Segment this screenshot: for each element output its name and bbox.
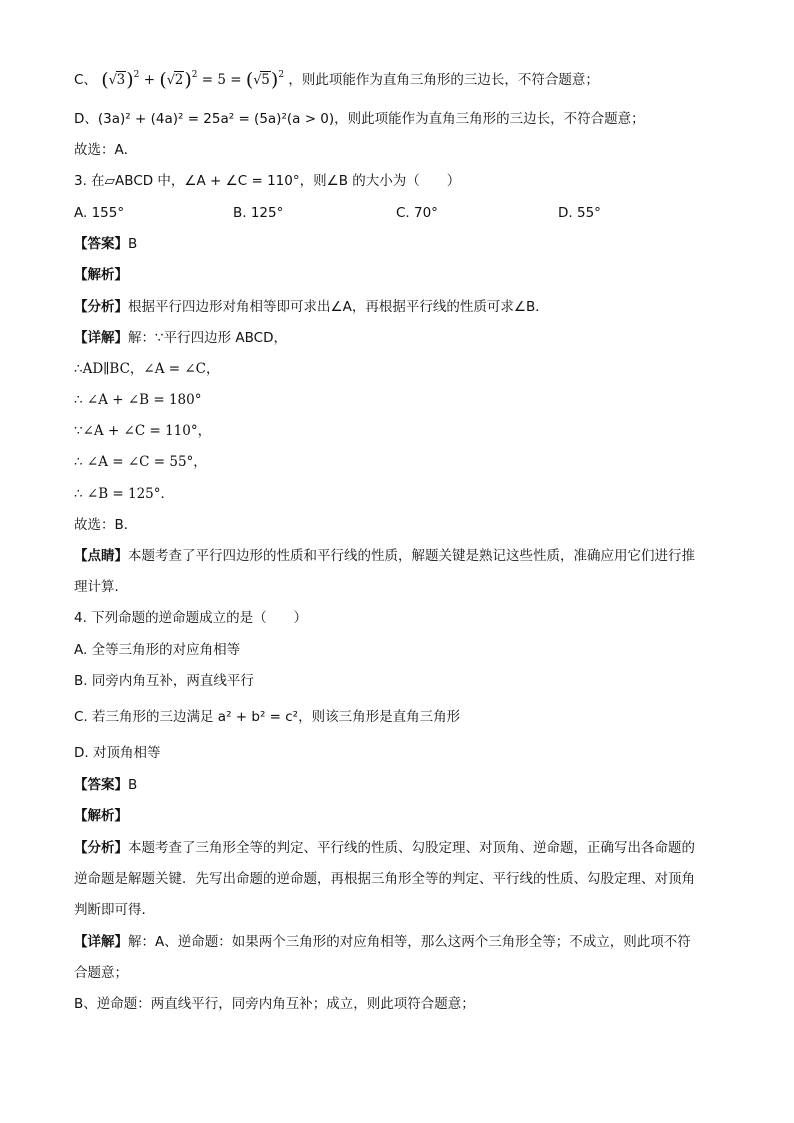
q3-step-1: ∴AD∥BC，∠A = ∠C，: [74, 361, 220, 377]
q3-step-3: ∵∠A + ∠C = 110°，: [74, 423, 212, 439]
q3-comment-cont: 理计算．: [74, 579, 128, 595]
q3-step-2: ∴ ∠A + ∠B = 180°: [74, 392, 202, 408]
q4-analysis: 【分析】本题考查了三角形全等的判定、平行线的性质、勾股定理、对顶角、逆命题，正确写出各命题的: [74, 840, 695, 856]
option-c-explanation: C、 ( √ 3)$^2$ + ( √ 2)$^2$ = 5 = ( √ 5)$^2$ ，则此项能作为直角三角形的三边长，不符合题意；: [74, 69, 599, 91]
choose-answer-a: 故选：A．: [74, 142, 138, 158]
q3-analysis-heading: 【解析】: [74, 267, 128, 283]
q4-detail-cont: 合题意；: [74, 965, 128, 981]
q3-step-4: ∴ ∠A = ∠C = 55°，: [74, 454, 207, 470]
q3-comment: 【点睛】本题考查了平行四边形的性质和平行线的性质，解题关键是熟记这些性质，准确应用它们进行推: [74, 548, 695, 564]
q4-analysis-cont: 逆命题是解题关键．先写出命题的逆命题，再根据三角形全等的判定、平行线的性质、勾股定理、对顶角: [74, 871, 695, 887]
q3-option-c: C. 70°: [396, 205, 438, 221]
option-c-label: C、: [74, 72, 97, 88]
q4-option-b: B. 同旁内角互补，两直线平行: [74, 673, 254, 689]
q3-option-d: D. 55°: [558, 205, 601, 221]
choose-answer-b: 故选：B．: [74, 517, 138, 533]
q4-answer: 【答案】B: [74, 777, 138, 793]
question-4-stem: 4. 下列命题的逆命题成立的是（ ）: [74, 610, 308, 626]
q3-option-b: B. 125°: [233, 205, 284, 221]
q4-option-d: D. 对顶角相等: [74, 745, 161, 761]
q4-detail: 【详解】解：A、逆命题：如果两个三角形的对应角相等，那么这两个三角形全等；不成立，则此项不符: [74, 934, 691, 950]
q4-option-a: A. 全等三角形的对应角相等: [74, 642, 241, 658]
q3-analysis: 【分析】根据平行四边形对角相等即可求出∠A，再根据平行线的性质可求∠B．: [74, 299, 549, 315]
q3-step-5: ∴ ∠B = 125°．: [74, 486, 175, 502]
option-d-explanation: D、(3a)² + (4a)² = 25a² = (5a)²(a > 0)，则此项能作为直角三角形的三边长，不符合题意；: [74, 111, 645, 127]
q4-analysis-end: 判断即可得．: [74, 902, 155, 918]
q4-option-c: C. 若三角形的三边满足 a² + b² = c²，则该三角形是直角三角形: [74, 709, 461, 725]
q3-detail: 【详解】解：∵平行四边形 ABCD，: [74, 330, 287, 346]
q3-option-a: A. 155°: [74, 205, 125, 221]
option-c-conclusion: ，则此项能作为直角三角形的三边长，不符合题意；: [288, 72, 599, 88]
q3-answer: 【答案】B: [74, 236, 138, 252]
q4-analysis-heading: 【解析】: [74, 808, 128, 824]
q4-option-b-explanation: B、逆命题：两直线平行，同旁内角互补；成立，则此项符合题意；: [74, 996, 475, 1012]
question-3-stem: 3. 在▱ABCD 中，∠A + ∠C = 110°，则∠B 的大小为（ ）: [74, 173, 461, 189]
